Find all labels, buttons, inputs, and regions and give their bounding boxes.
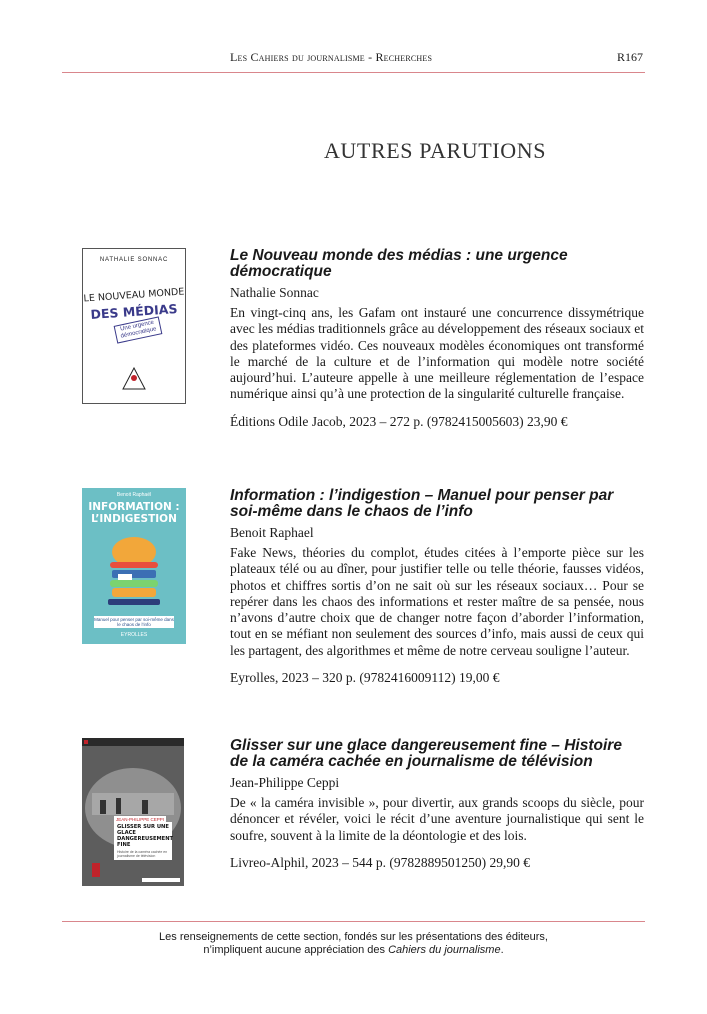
- book-cover-1: [82, 248, 186, 404]
- running-title: Les Cahiers du journalisme - Recherches: [230, 50, 433, 64]
- page-number: R167: [616, 50, 643, 64]
- book-author: Jean-Philippe Ceppi: [230, 775, 340, 790]
- book-title: Glisser sur une glace dangereusement fine – Histoire de la caméra cachée en journalisme de télévision: [230, 737, 622, 770]
- cover-title-line2: DES MÉDIAS: [90, 300, 178, 323]
- book-publication: Eyrolles, 2023 – 320 p. (9782416009112) 19,00 €: [230, 670, 500, 686]
- book-description: De « la caméra invisible », pour divertir, aux grands scoops du siècle, pour dénoncer et révéler, voici le récit d’une aventure journalistique qui sent le soufre, souvent à la limite de la déontologie et des lois.: [230, 795, 644, 843]
- cover-title: GLISSER SUR UNE GLACE DANGEREUSEMENT FINE: [114, 822, 172, 850]
- book-publication: Éditions Odile Jacob, 2023 – 272 p. (9782415005603) 23,90 €: [230, 413, 568, 429]
- cover-author: JEAN-PHILIPPE CEPPI: [116, 817, 165, 822]
- cover-subtitle: Une urgence démocratique: [114, 316, 163, 343]
- cover-author: NATHALIE SONNAC: [99, 257, 169, 263]
- book-cover-2: [82, 488, 186, 644]
- cover-publisher: EYROLLES: [120, 632, 148, 638]
- section-title: AUTRES PARUTIONS: [323, 138, 547, 163]
- publisher-logo-icon: [122, 367, 146, 391]
- book-author: Benoit Raphael: [230, 525, 314, 540]
- cover-title-line2: L’INDIGESTION: [91, 512, 177, 525]
- footer-line2-italic: Cahiers du journalisme: [388, 944, 501, 956]
- book-publication: Livreo-Alphil, 2023 – 544 p. (9782889501250) 29,90 €: [230, 854, 530, 870]
- book-author: Nathalie Sonnac: [230, 285, 319, 300]
- page-footer: [62, 921, 645, 957]
- burger-illustration-icon: [104, 530, 164, 612]
- footer-line2-prefix: n’impliquent aucune appréciation des: [203, 944, 389, 956]
- cover-title-line1: LE NOUVEAU MONDE: [83, 286, 185, 305]
- footer-line2: [62, 944, 645, 957]
- cover-subtitle: Manuel pour penser par soi-même dans le chaos de l’info: [94, 617, 174, 627]
- book-description: Fake News, théories du complot, études citées à l’emporte pièce sur les plateaux télé ou au dîner, pour justifier telle ou telle théorie, fausses vidéos, photos et chiffres sortis d’on ne sait où sur les réseaux sociaux… Pour se repérer dans les chaos des informations et rester maître de sa pensée, nous n’avons d’autre choix que de changer notre façon d’aborder l’information, tout en se méfiant non seulement des sources d’info, mais aussi de ceux qui les partagent, des algorithmes et même de notre cerveau souligne l’auteur.: [230, 545, 644, 658]
- footer-line1: Les renseignements de cette section, fondés sur les présentations des éditeurs,: [159, 931, 548, 943]
- cover-title-line1: INFORMATION :: [88, 501, 180, 513]
- cover-title: [82, 502, 186, 525]
- cover-author: Benoit Raphaël: [116, 492, 152, 498]
- footer-line2-suffix: .: [500, 944, 504, 956]
- book-cover-3: [82, 738, 184, 886]
- book-description: En vingt-cinq ans, les Gafam ont instauré une concurrence dissymétrique avec les médias traditionnels grâce au développement des réseaux sociaux et des plateformes vidéo. Ces nouveaux modèles économiques ont transformé le marché de la culture et de l’information qui modèle notre société aujourd’hui. L’auteure appelle à une meilleure réglementation de l’espace numérique ainsi qu’à une protection de la singularité culturelle française.: [230, 305, 644, 402]
- book-title: Information : l’indigestion – Manuel pour penser par soi-même dans le chaos de l’info: [230, 487, 614, 520]
- page-header: [62, 50, 645, 73]
- book-title: Le Nouveau monde des médias : une urgence démocratique: [230, 247, 568, 280]
- hidden-camera-photo-icon: [82, 738, 184, 886]
- cover-subtitle: Histoire de la caméra cachée en journalisme de télévision: [114, 850, 172, 860]
